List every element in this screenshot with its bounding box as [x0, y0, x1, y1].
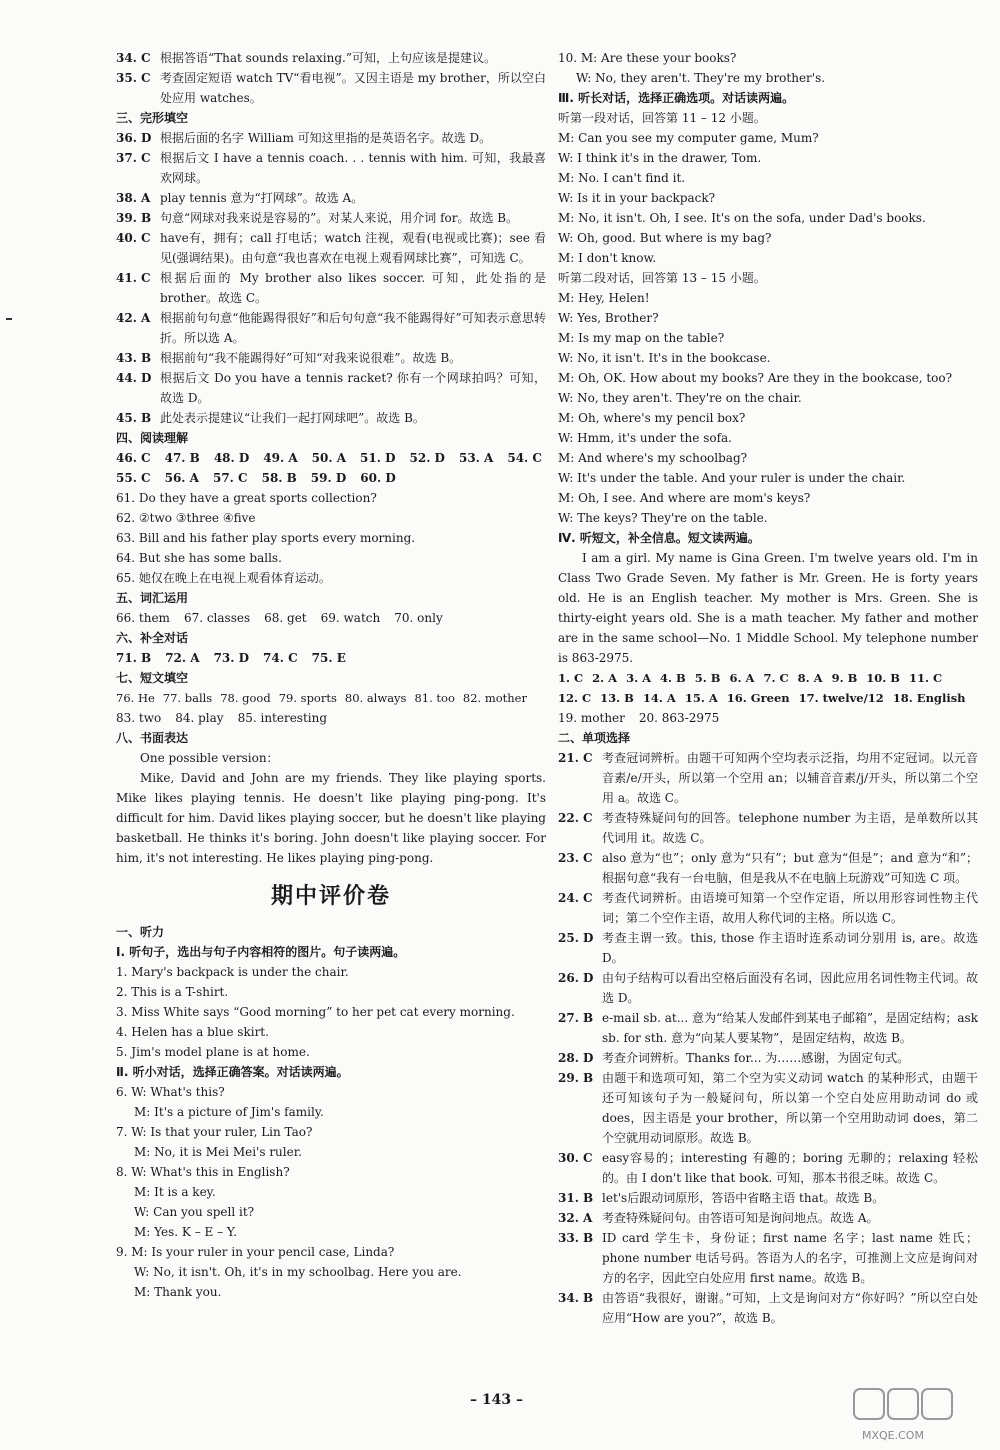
answer-item: 26. D 由句子结构可以看出空格后面没有名词，因此应用名词性物主代词。故选 D。: [558, 971, 978, 1005]
section-heading: 七、短文填空: [116, 671, 189, 685]
dialog-line: M: And where's my schoolbag?: [558, 451, 748, 465]
fill-row: 83. two 84. play 85. interesting: [116, 711, 328, 725]
answer-item: 44. D 根据后文 Do you have a tennis racket? 你有一个网球拍吗？可知，故选 D。: [116, 371, 546, 405]
dialog-line: M: No, it is Mei Mei's ruler.: [134, 1145, 302, 1159]
dialog-line: W: No, it isn't. It's in the bookcase.: [558, 351, 771, 365]
reading-line: 62. ②two ③three ④five: [116, 511, 256, 525]
answer-item: 30. C easy容易的；interesting 有趣的；boring 无聊的；relaxing 轻松的。由 I don't like that book. 可知，那本书很乏味。故选 C。: [558, 1151, 978, 1185]
dialog-line: W: Is it in your backpack?: [558, 191, 716, 205]
answer-row: 19. mother 20. 863-2975: [558, 711, 720, 725]
watermark-text: MXQE.COM: [862, 1429, 924, 1442]
script-line: 2. This is a T-shirt.: [116, 985, 229, 999]
answer-item: 28. D 考查介词辨析。Thanks for... 为……感谢，为固定句式。: [558, 1051, 910, 1065]
essay-label: One possible version：: [140, 751, 279, 765]
answer-item: 41. C 根据后面的 My brother also likes soccer. 可知，此处指的是 brother。故选 C。: [116, 271, 546, 305]
dialog-line: 9. M: Is your ruler in your pencil case, Linda?: [116, 1245, 395, 1259]
dialog-line: W: No, they aren't. They're on the chair.: [558, 391, 802, 405]
answer-item: 31. B let's后跟动词原形，答语中省略主语 that。故选 B。: [558, 1191, 885, 1205]
answer-item: 33. B ID card 学生卡，身份证；first name 名字；last name 姓氏；phone number 电话号码。答语为人的名字，可推测上文应是询问对方的名字，因此空白处应用 first name。故选 B。: [558, 1231, 978, 1285]
dialog-line: 10. M: Are these your books?: [558, 51, 737, 65]
answer-item: 39. B 句意“网球对我来说是容易的”。对某人来说，用介词 for。故选 B。: [116, 211, 519, 225]
dialog-line: W: Hmm, it's under the sofa.: [558, 431, 732, 445]
reading-line: 64. But she has some balls.: [116, 551, 282, 565]
listening-passage: I am a girl. My name is Gina Green. I'm twelve years old. I'm in Class Two Grade Seven. My father is Mr. Green. He is forty years old. He is an English teacher. My mother is Mrs. Green. She is thirty-eight years old. She is a math teacher. My father and mother are in the same school—No. 1 Middle School. My telephone number is 863-2975.: [558, 551, 978, 665]
dialog-answer-row: 71. B 72. A 73. D 74. C 75. E: [116, 651, 346, 665]
answer-row: 12. C 13. B 14. A 15. A 16. Green 17. twelve/12 18. English: [558, 691, 966, 705]
section-heading: 一、听力: [116, 925, 165, 939]
section-heading: 三、完形填空: [116, 111, 189, 125]
margin-mark: [6, 318, 12, 320]
dialog-line: 6. W: What's this?: [116, 1085, 225, 1099]
dialog-line: M: I don't know.: [558, 251, 657, 265]
dialog-line: M: Oh, I see. And where are mom's keys?: [558, 491, 811, 505]
answer-item: 27. B e-mail sb. at... 意为“给某人发邮件到某电子邮箱”，是固定结构；ask sb. for sth. 意为“向某人要某物”，是固定结构，故选 B。: [558, 1011, 978, 1045]
section-heading: 二、单项选择: [558, 731, 631, 745]
reading-row: 55. C 56. A 57. C 58. B 59. D 60. D: [116, 471, 396, 485]
answer-item: 38. A play tennis 意为“打网球”。故选 A。: [116, 191, 364, 205]
script-line: 1. Mary's backpack is under the chair.: [116, 965, 349, 979]
answer-item: 45. B 此处表示提建议“让我们一起打网球吧”。故选 B。: [116, 411, 425, 425]
answer-item: 25. D 考查主谓一致。this, those 作主语时连系动词分别用 is, are。故选 D。: [558, 931, 978, 965]
part-heading: Ⅲ. 听长对话，选择正确选项。对话读两遍。: [558, 91, 795, 105]
answer-item: 29. B 由题干和选项可知，第二个空为实义动词 watch 的某种形式，由题干还可知该句子为一般疑问句，所以第一个空白处应用助动词 do 或 does，因主语是 your brother，所以第一个空用助动词 does，第二个空就用动词原形。故选 B。: [558, 1071, 978, 1145]
left-column: [116, 48, 546, 1302]
answer-item: 22. C 考查特殊疑问句的回答。telephone number 为主语，是单数所以其代词用 it。故选 C。: [558, 811, 978, 845]
dialog-line: M: No. I can't find it.: [558, 171, 686, 185]
exam-title: 期中评价卷: [270, 884, 391, 909]
reading-line: 63. Bill and his father play sports every morning.: [116, 531, 416, 545]
answer-item: 37. C 根据后文 I have a tennis coach. . . tennis with him. 可知，我最喜欢网球。: [116, 151, 546, 185]
script-line: 4. Helen has a blue skirt.: [116, 1025, 269, 1039]
answer-row: 1. C 2. A 3. A 4. B 5. B 6. A 7. C 8. A 9. B 10. B 11. C: [558, 671, 943, 685]
dialog-line: W: No, it isn't. Oh, it's in my schoolbag. Here you are.: [134, 1265, 462, 1279]
script-line: 3. Miss White says “Good morning” to her pet cat every morning.: [116, 1005, 515, 1019]
answer-item: 23. C also 意为“也”；only 意为“只有”；but 意为“但是”；and 意为“和”；根据句意“我有一台电脑，但是我从不在电脑上玩游戏”可知选 C 项。: [558, 851, 978, 885]
answer-item: 21. C 考查冠词辨析。由题干可知两个空均表示泛指，均用不定冠词。以元音音素/e/开头，所以第一个空用 an；以辅音音素/j/开头，所以第二个空用 a。故选 C。: [558, 751, 978, 805]
section-heading: 六、补全对话: [116, 631, 189, 645]
reading-line: 61. Do they have a great sports collection?: [116, 491, 377, 505]
answer-item: 35. C 考查固定短语 watch TV“看电视”。又因主语是 my brother，所以空白处应用 watches。: [116, 71, 546, 105]
answer-item: 36. D 根据后面的名字 William 可知这里指的是英语名字。故选 D。: [116, 131, 492, 145]
dialog-line: M: It's a picture of Jim's family.: [134, 1105, 324, 1119]
dialog-line: W: No, they aren't. They're my brother's.: [576, 71, 826, 85]
dialog-line: M: Oh, OK. How about my books? Are they in the bookcase, too?: [558, 371, 953, 385]
dialog-line: M: Oh, where's my pencil box?: [558, 411, 746, 425]
answer-item: 40. C have有，拥有；call 打电话；watch 注视，观看(电视或比赛)；see 看见(强调结果)。由句意“我也喜欢在电视上观看网球比赛”，可知选 C。: [116, 231, 546, 265]
dialog-line: M: Yes. K – E – Y.: [134, 1225, 238, 1239]
part-heading: Ⅳ. 听短文，补全信息。短文读两遍。: [558, 531, 760, 545]
vocab-row: 66. them 67. classes 68. get 69. watch 70. only: [116, 611, 443, 625]
script-line: 5. Jim's model plane is at home.: [116, 1045, 310, 1059]
conversation-heading: 听第二段对话，回答第 13 – 15 小题。: [558, 271, 766, 285]
top-items: [116, 48, 546, 108]
dialog-line: W: It's under the table. And your ruler is under the chair.: [558, 471, 906, 485]
dialog-line: 8. W: What's this in English?: [116, 1165, 290, 1179]
watermark-logo: [850, 1385, 990, 1445]
dialog-line: M: Can you see my computer game, Mum?: [558, 131, 819, 145]
conversation-heading: 听第一段对话，回答第 11 – 12 小题。: [558, 111, 766, 125]
section-heading: 八、书面表达: [116, 731, 189, 745]
right-column: [558, 48, 978, 1328]
dialog-line: M: Hey, Helen!: [558, 291, 650, 305]
dialog-line: 7. W: Is that your ruler, Lin Tao?: [116, 1125, 313, 1139]
answer-item: 32. A 考查特殊疑问句。由答语可知是询问地点。故选 A。: [558, 1211, 879, 1225]
dialog-line: W: Yes, Brother?: [558, 311, 659, 325]
section-heading: 五、词汇运用: [116, 591, 189, 605]
dialog-line: M: No, it isn't. Oh, I see. It's on the sofa, under Dad's books.: [558, 211, 926, 225]
page-number: – 143 –: [470, 1392, 523, 1408]
reading-row: 46. C 47. B 48. D 49. A 50. A 51. D 52. D 53. A 54. C: [116, 451, 542, 465]
answer-item: 43. B 根据前句“我不能踢得好”可知“对我来说很难”。故选 B。: [116, 351, 462, 365]
part-heading: Ⅱ. 听小对话，选择正确答案。对话读两遍。: [116, 1065, 349, 1079]
dialog-line: M: Thank you.: [134, 1285, 222, 1299]
answer-item: 24. C 考查代词辨析。由语境可知第一个空作定语，所以用形容词性物主代词；第二个空作主语，故用人称代词的主格。所以选 C。: [558, 891, 978, 925]
dialog-line: M: Is my map on the table?: [558, 331, 725, 345]
part-heading: Ⅰ. 听句子，选出与句子内容相符的图片。句子读两遍。: [116, 945, 406, 959]
fill-row: 76. He 77. balls 78. good 79. sports 80. always 81. too 82. mother: [116, 691, 527, 705]
dialog-line: W: The keys? They're on the table.: [558, 511, 768, 525]
choice-answers: [558, 748, 978, 1328]
reading-line: 65. 她仅在晚上在电视上观看体育运动。: [116, 571, 331, 585]
dialog-line: W: Oh, good. But where is my bag?: [558, 231, 772, 245]
answer-item: 34. B 由答语“我很好，谢谢。”可知，上文是询问对方“你好吗？”所以空白处应用“How are you?”，故选 B。: [558, 1291, 978, 1325]
section-heading: 四、阅读理解: [116, 431, 189, 445]
essay-text: Mike, David and John are my friends. They like playing sports. Mike likes playing tennis. He doesn't like playing ping-pong. It's difficult for him. David likes playing soccer, but he doesn't like playing basketball. He thinks it's boring. John doesn't like playing soccer. For him, it's not interesting. He likes playing ping-pong.: [116, 771, 546, 865]
dialog-line: W: Can you spell it?: [134, 1205, 255, 1219]
dialog-line: W: I think it's in the drawer, Tom.: [558, 151, 762, 165]
answer-item: 34. C 根据答语“That sounds relaxing.”可知，上句应该是提建议。: [116, 51, 496, 65]
cloze-answers: [116, 128, 546, 428]
dialog-line: M: It is a key.: [134, 1185, 216, 1199]
answer-item: 42. A 根据前句句意“他能踢得很好”和后句句意“我不能踢得好”可知表示意思转折。所以选 A。: [116, 311, 546, 345]
